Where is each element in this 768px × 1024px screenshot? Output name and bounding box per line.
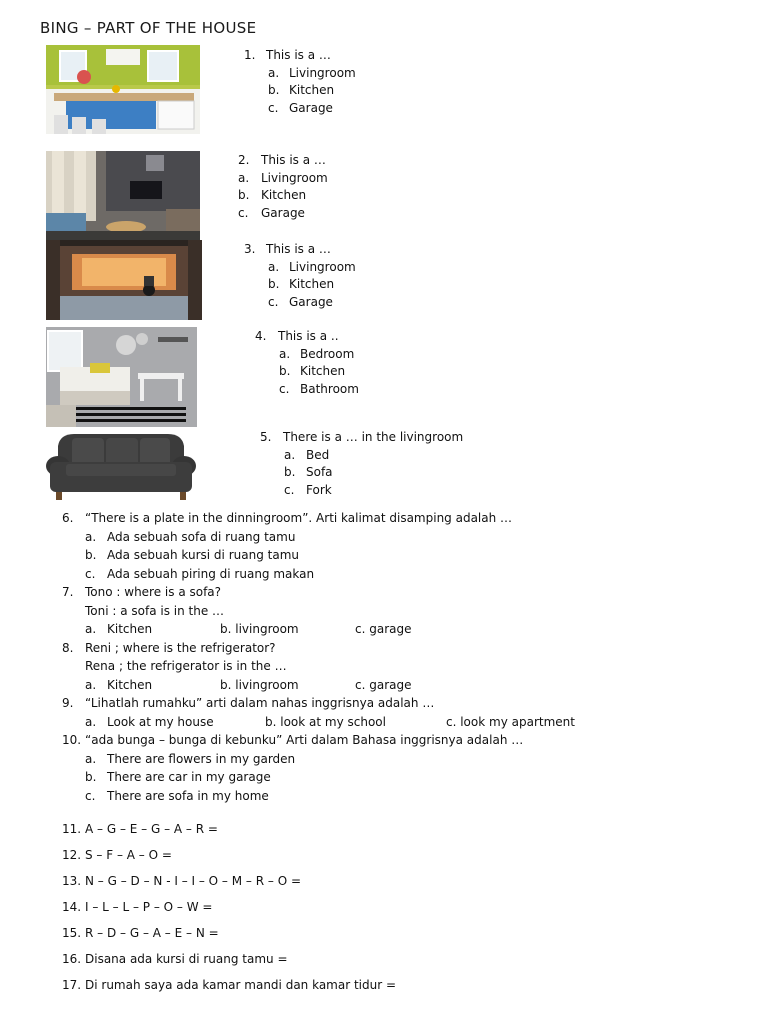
question-text: Reni ; where is the refrigerator? bbox=[85, 640, 276, 655]
question-text: N – G – D – N - I – I – O – M – R – O = bbox=[85, 874, 302, 888]
option-text: Livingroom bbox=[289, 259, 356, 274]
option-text: b. look at my school bbox=[265, 714, 386, 729]
question-3 bbox=[244, 241, 444, 311]
option-text: Fork bbox=[306, 482, 332, 497]
option-letter: a. bbox=[85, 529, 97, 544]
question-text: S – F – A – O = bbox=[85, 848, 172, 862]
option-text: Ada sebuah kursi di ruang tamu bbox=[107, 548, 299, 562]
question-number: 8. bbox=[62, 640, 74, 655]
question-13 bbox=[62, 868, 702, 894]
question-12 bbox=[62, 842, 702, 868]
sofa-photo bbox=[46, 430, 196, 504]
question-7 bbox=[62, 583, 702, 602]
question-text: Di rumah saya ada kamar mandi dan kamar tidur = bbox=[85, 978, 397, 992]
option-text: Sofa bbox=[306, 465, 333, 479]
option-letter: a. bbox=[284, 447, 296, 462]
question-number: 15. bbox=[62, 926, 82, 940]
option-text: Kitchen bbox=[289, 277, 335, 291]
question-number: 11. bbox=[62, 822, 82, 836]
question-1 bbox=[244, 47, 444, 117]
option-text: b. livingroom bbox=[220, 677, 299, 692]
question-number: 12. bbox=[62, 848, 82, 862]
option-text: Ada sebuah sofa di ruang tamu bbox=[107, 529, 296, 544]
livingroom-photo bbox=[46, 151, 200, 240]
question-4 bbox=[255, 328, 455, 398]
option-text: Bed bbox=[306, 447, 330, 462]
option-letter: a. bbox=[85, 714, 97, 729]
option-text: There are flowers in my garden bbox=[107, 751, 296, 766]
question-11 bbox=[62, 816, 702, 842]
option-text: Livingroom bbox=[261, 170, 328, 185]
option-letter: a. bbox=[268, 65, 280, 80]
option-letter: a. bbox=[85, 622, 97, 636]
option-letter: a. bbox=[85, 751, 97, 766]
option-text: Kitchen bbox=[107, 677, 153, 692]
question-text: I – L – L – P – O – W = bbox=[85, 900, 213, 914]
option-letter: b. bbox=[238, 188, 250, 202]
question-text: This is a … bbox=[266, 48, 331, 62]
option-text: Bedroom bbox=[300, 346, 355, 361]
option-letter: a. bbox=[268, 259, 280, 274]
option-text: Ada sebuah piring di ruang makan bbox=[107, 566, 315, 581]
question-number: 1. bbox=[244, 48, 256, 62]
question-text: “There is a plate in the dinningroom”. Arti kalimat disamping adalah … bbox=[85, 511, 513, 525]
question-text: Disana ada kursi di ruang tamu = bbox=[85, 952, 288, 966]
question-number: 3. bbox=[244, 242, 256, 256]
option-letter: b. bbox=[268, 277, 280, 291]
question-6 bbox=[62, 509, 702, 528]
option-text: Garage bbox=[289, 100, 333, 115]
option-text: Look at my house bbox=[107, 714, 214, 729]
option-text: There are car in my garage bbox=[107, 770, 271, 784]
option-letter: c. bbox=[279, 381, 290, 396]
option-text: Garage bbox=[261, 205, 305, 220]
question-text: This is a .. bbox=[278, 329, 339, 343]
kitchen-photo bbox=[46, 45, 200, 134]
question-15 bbox=[62, 920, 702, 946]
question-number: 2. bbox=[238, 153, 250, 167]
question-list-6-10 bbox=[62, 509, 702, 805]
option-text: Kitchen bbox=[300, 364, 346, 378]
question-text: Toni : a sofa is in the … bbox=[85, 603, 225, 618]
question-number: 13. bbox=[62, 874, 82, 888]
question-number: 4. bbox=[255, 329, 267, 343]
bedroom-photo bbox=[46, 327, 197, 427]
option-letter: b. bbox=[284, 465, 296, 479]
option-letter: a. bbox=[238, 170, 250, 185]
question-number: 5. bbox=[260, 430, 272, 444]
option-text: b. livingroom bbox=[220, 622, 299, 636]
option-letter: c. bbox=[85, 566, 96, 581]
option-letter: b. bbox=[85, 548, 97, 562]
question-text: R – D – G – A – E – N = bbox=[85, 926, 219, 940]
option-letter: b. bbox=[268, 83, 280, 97]
option-text: There are sofa in my home bbox=[107, 788, 269, 803]
option-text: Bathroom bbox=[300, 381, 359, 396]
question-text: A – G – E – G – A – R = bbox=[85, 822, 218, 836]
option-letter: b. bbox=[85, 770, 97, 784]
option-letter: c. bbox=[268, 100, 279, 115]
question-text: There is a … in the livingroom bbox=[283, 430, 464, 444]
option-letter: a. bbox=[85, 677, 97, 692]
question-text: This is a … bbox=[266, 242, 331, 256]
option-text: Garage bbox=[289, 294, 333, 309]
question-14 bbox=[62, 894, 702, 920]
question-10 bbox=[62, 731, 702, 750]
option-letter: b. bbox=[279, 364, 291, 378]
option-text: c. look my apartment bbox=[446, 714, 575, 729]
option-text: Kitchen bbox=[107, 622, 153, 636]
question-text: “ada bunga – bunga di kebunku” Arti dalam Bahasa inggrisnya adalah … bbox=[85, 733, 524, 747]
question-17 bbox=[62, 972, 702, 998]
question-number: 17. bbox=[62, 978, 82, 992]
question-number: 6. bbox=[62, 511, 74, 525]
option-text: c. garage bbox=[355, 677, 412, 692]
page-title: BING – PART OF THE HOUSE bbox=[40, 19, 257, 37]
garage-photo bbox=[46, 240, 202, 320]
question-8 bbox=[62, 639, 702, 658]
option-text: Livingroom bbox=[289, 65, 356, 80]
option-text: Kitchen bbox=[261, 188, 307, 202]
question-number: 16. bbox=[62, 952, 82, 966]
question-text: “Lihatlah rumahku” arti dalam nahas inggrisnya adalah … bbox=[85, 696, 435, 710]
scramble-list bbox=[62, 816, 702, 998]
question-number: 9. bbox=[62, 696, 74, 710]
question-5 bbox=[260, 429, 520, 499]
question-text: Tono : where is a sofa? bbox=[85, 585, 222, 599]
question-2 bbox=[238, 152, 438, 222]
option-text: Kitchen bbox=[289, 83, 335, 97]
question-text: This is a … bbox=[261, 153, 326, 167]
question-9 bbox=[62, 694, 702, 713]
option-letter: c. bbox=[85, 788, 96, 803]
question-number: 14. bbox=[62, 900, 82, 914]
option-letter: c. bbox=[284, 482, 295, 497]
question-number: 10. bbox=[62, 733, 82, 747]
option-text: c. garage bbox=[355, 622, 412, 636]
question-16 bbox=[62, 946, 702, 972]
option-letter: c. bbox=[268, 294, 279, 309]
question-text: Rena ; the refrigerator is in the … bbox=[85, 659, 287, 673]
option-letter: c. bbox=[238, 205, 249, 220]
question-number: 7. bbox=[62, 585, 74, 599]
option-letter: a. bbox=[279, 346, 291, 361]
